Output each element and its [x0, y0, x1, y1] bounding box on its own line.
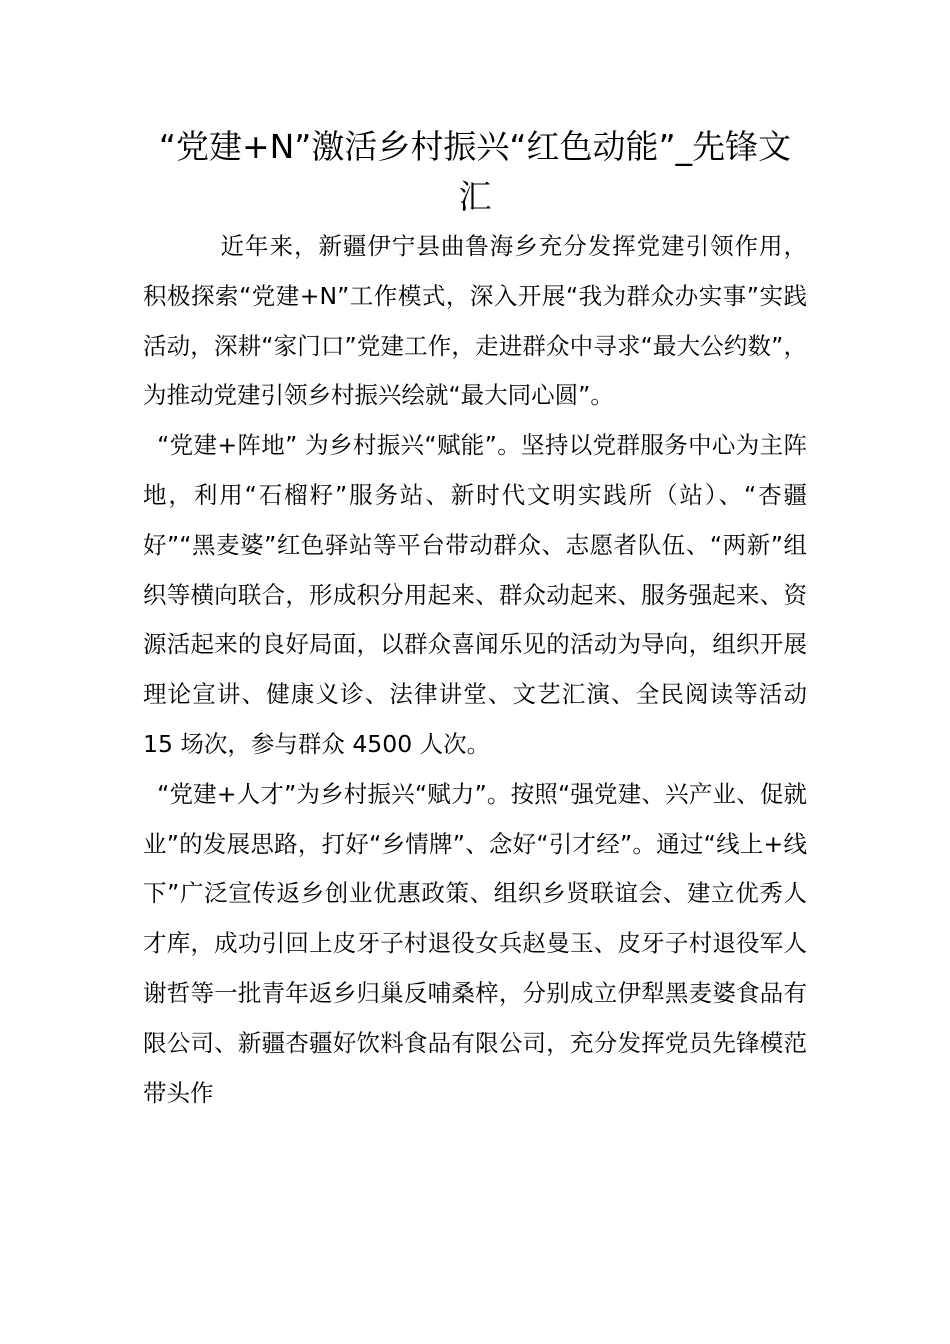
paragraph-position: “党建+阵地” 为乡村振兴“赋能”。坚持以党群服务中心为主阵地，利用“石榴籽”服务站、新时代文明实践所（站）、“杏疆好”“黑麦婆”红色驿站等平台带动群众、志愿者队伍、“两新”组织等横向联合，形成积分用起来、群众动起来、服务强起来、资源活起来的良好局面，以群众喜闻乐见的活动为导向，组织开展理论宣讲、健康义诊、法律讲堂、文艺汇演、全民阅读等活动 15 场次，参与群众 4500 人次。: [143, 431, 807, 758]
document-title: “党建+N”激活乡村振兴“红色动能”_先锋文汇: [158, 127, 792, 216]
paragraph-talent: “党建+人才”为乡村振兴“赋力”。按照“强党建、兴产业、促就业”的发展思路，打好“乡情牌”、念好“引才经”。通过“线上+线下”广泛宣传返乡创业优惠政策、组织乡贤联谊会、建立优秀人才库，成功引回上皮牙子村退役女兵赵曼玉、皮牙子村退役军人谢哲等一批青年返乡归巢反哺桑梓，分别成立伊犁黑麦婆食品有限公司、新疆杏疆好饮料食品有限公司，充分发挥党员先锋模范带头作: [143, 779, 807, 1107]
document-page: [143, 122, 807, 1118]
paragraph-intro: 近年来，新疆伊宁县曲鲁海乡充分发挥党建引领作用，积极探索“党建+N”工作模式，深入开展“我为群众办实事”实践活动，深耕“家门口”党建工作，走进群众中寻求“最大公约数”，为推动党建引领乡村振兴绘就“最大同心圆”。: [143, 232, 807, 410]
